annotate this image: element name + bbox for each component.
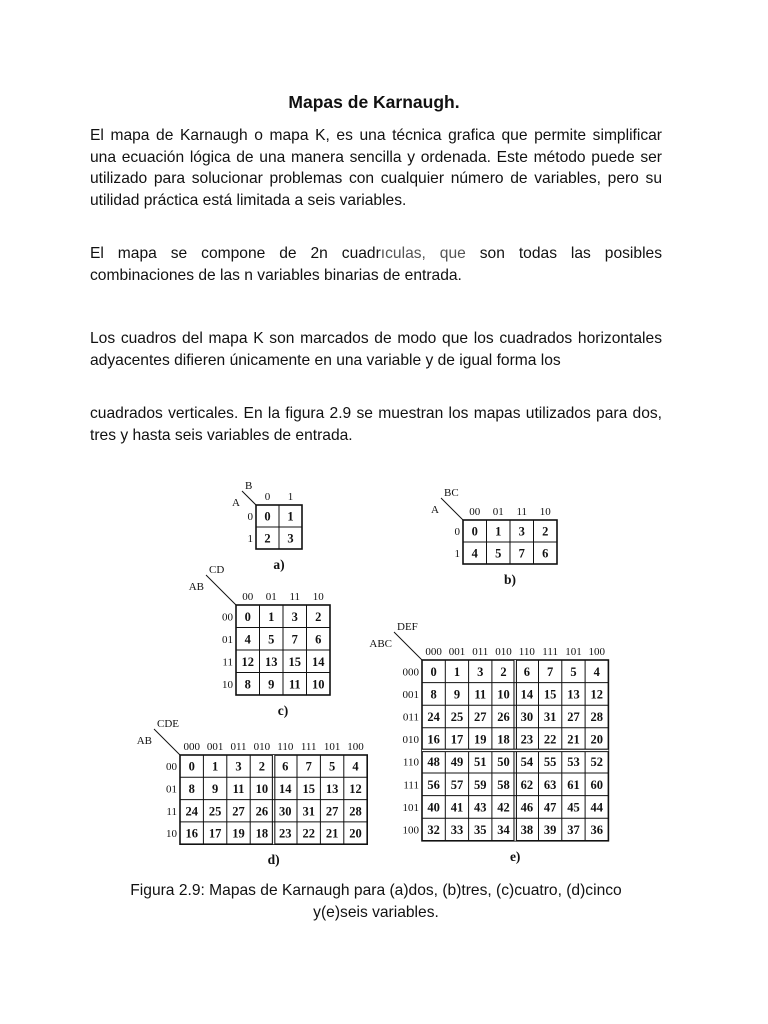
kmap-e-cell: 51 [474, 755, 487, 770]
kmap-e-cell: 10 [497, 687, 510, 702]
kmap-e-cell: 45 [567, 800, 580, 815]
kmap-d-cell: 3 [235, 759, 242, 774]
kmap-e-cell: 6 [523, 664, 530, 679]
paragraph-composition-part3: son todas las posibles combinaciones de las n variables binarias de entrada. [90, 245, 663, 284]
kmap-d-column-header: 000 [183, 741, 200, 753]
kmap-d-cell: 14 [279, 781, 292, 796]
kmap-c-cell: 4 [244, 632, 251, 647]
kmap-c-label: c) [277, 703, 289, 718]
kmap-d-label: d) [267, 852, 280, 868]
kmap-a-column-header: 1 [287, 491, 294, 503]
kmap-e-cell: 14 [520, 687, 534, 702]
kmap-e-cell: 18 [497, 732, 510, 747]
kmap-e-cell: 16 [427, 732, 440, 747]
kmap-e-row-header: 101 [402, 801, 419, 814]
kmap-d-cell: 30 [279, 804, 292, 819]
kmap-e-cell: 31 [543, 710, 557, 724]
kmap-e-cell: 25 [450, 710, 464, 724]
kmap-e-cell: 46 [520, 800, 534, 815]
kmap-e-cell: 32 [427, 823, 440, 837]
kmap-c-row-variable: AB [188, 581, 204, 593]
kmap-d-cell: 27 [325, 804, 339, 819]
kmap-e-cell: 36 [590, 823, 603, 837]
kmap-e-cell: 56 [427, 777, 440, 792]
kmap-e-cell: 12 [590, 687, 603, 702]
kmap-c-cell: 13 [265, 654, 278, 669]
kmap-b-label: b) [503, 572, 517, 587]
kmap-e-cell: 27 [474, 710, 487, 724]
kmap-e-cell: 38 [520, 823, 534, 837]
kmap-b-row-variable: A [431, 504, 439, 516]
kmap-d-cell: 18 [255, 826, 269, 841]
kmap-e-cell: 4 [593, 664, 600, 679]
kmap-e-cell: 11 [474, 687, 487, 702]
kmap-d-cell: 1 [211, 759, 219, 774]
kmap-c-cell: 3 [291, 609, 298, 624]
kmap-d-cell: 25 [208, 804, 222, 819]
kmap-d-cell: 4 [352, 759, 359, 774]
kmap-d-cell: 6 [282, 759, 289, 774]
figure-caption [60, 880, 692, 923]
kmap-e-cell: 5 [570, 664, 577, 679]
kmap-e-row-header: 000 [402, 666, 419, 679]
figure-caption-line1: Figura 2.9: Mapas de Karnaugh para (a)dos, (b)tres, (c)cuatro, (d)cinco [130, 882, 622, 899]
kmap-e-cell: 62 [520, 777, 534, 792]
kmap-e-cell: 43 [474, 800, 487, 815]
kmap-c-column-header: 11 [289, 591, 301, 603]
kmap-a-corner-diagonal [242, 491, 256, 505]
kmap-e-cell: 42 [497, 800, 510, 815]
kmap-e-cell: 49 [450, 755, 464, 770]
kmap-a-row-variable: A [232, 497, 240, 509]
kmap-d-cell: 13 [325, 781, 339, 796]
paragraph-intro: El mapa de Karnaugh o mapa K, es una técnica grafica que permite simplificar una ecuación lógica de una manera sencilla y ordenada. Este método puede ser utilizado para solucionar problemas con cualquier número de variables, pero su utilidad práctica está limitada a seis variables. [90, 127, 662, 209]
kmap-e-cell: 27 [567, 710, 580, 724]
kmap-b-column-header: 00 [469, 506, 481, 518]
kmap-c-cell: 12 [241, 654, 254, 669]
kmap-b-cell: 1 [495, 524, 502, 539]
kmap-d-row-header: 10 [166, 828, 177, 841]
kmap-e-cell: 41 [450, 800, 464, 815]
kmap-e-cell: 52 [590, 755, 603, 770]
kmap-e-cell: 13 [567, 687, 580, 702]
kmap-e-row-variable: ABC [369, 638, 392, 650]
kmap-d-cell: 8 [188, 781, 195, 796]
paragraph-composition-part2: ıculas, que [380, 245, 466, 262]
kmap-c-cell: 11 [288, 677, 301, 692]
kmap-e-cell: 9 [453, 687, 461, 702]
kmap-e-cell: 30 [520, 710, 534, 724]
kmap-b-column-header: 11 [516, 506, 528, 518]
kmap-b-column-variable: BC [444, 487, 459, 499]
kmap-e-corner-diagonal [394, 632, 422, 660]
kmap-d-cell: 11 [232, 781, 245, 796]
kmap-d-cell: 15 [302, 781, 315, 796]
kmap-e-cell: 58 [497, 777, 510, 792]
kmap-e-cell: 39 [543, 823, 557, 837]
kmap-e-label: e) [509, 848, 521, 864]
kmap-e-cell: 55 [543, 755, 557, 770]
kmap-d-cell: 2 [258, 759, 266, 774]
paragraph-vertical: cuadrados verticales. En la figura 2.9 se muestran los mapas utilizados para dos, tres y hasta seis variables de entrada. [90, 405, 662, 444]
kmap-e-cell: 26 [497, 710, 510, 724]
kmap-c-cell: 7 [291, 632, 298, 647]
kmap-b-cell: 4 [471, 546, 478, 561]
kmap-e-row-header: 100 [402, 824, 419, 837]
kmap-e-cell: 40 [427, 800, 440, 815]
kmap-a-cell: 2 [264, 531, 271, 546]
kmap-e-cell: 23 [520, 732, 534, 747]
kmap-d-cell: 31 [302, 804, 315, 819]
kmap-d-column-header: 001 [206, 741, 224, 753]
kmap-d-cell: 9 [211, 781, 219, 796]
kmap-b-row-header: 0 [454, 526, 460, 538]
kmap-c-column-header: 10 [312, 591, 324, 603]
kmap-d-cell: 24 [185, 804, 198, 819]
kmap-e-cell: 53 [567, 755, 580, 770]
kmap-e-cell: 37 [567, 823, 580, 837]
kmap-c-cell: 9 [268, 677, 275, 692]
kmap-c-cell: 5 [268, 632, 275, 647]
kmap-c-cell: 1 [268, 609, 275, 624]
kmap-c-cell: 14 [312, 654, 325, 669]
kmap-b-cell: 2 [542, 524, 549, 539]
kmap-d-row-header: 00 [166, 761, 177, 774]
kmap-d-cell: 0 [188, 759, 195, 774]
kmap-d-cell: 21 [325, 826, 339, 841]
kmap-d-cell: 26 [255, 804, 269, 819]
kmap-b-cell: 6 [542, 546, 549, 561]
kmap-b-cell: 5 [495, 546, 502, 561]
kmap-e-cell: 15 [543, 687, 557, 702]
kmap-d-column-variable: CDE [157, 718, 179, 730]
kmap-e-cell: 22 [543, 732, 557, 747]
kmap-c-cell: 15 [288, 654, 301, 669]
kmap-c-cell: 2 [315, 609, 322, 624]
figure-caption-line2: y(e)seis variables. [313, 903, 439, 921]
kmap-c-cell: 10 [312, 677, 325, 692]
kmap-e-row-header: 010 [402, 734, 419, 747]
kmap-e-cell: 33 [450, 823, 464, 837]
paragraph-marking: Los cuadros del mapa K son marcados de modo que los cuadrados horizontales adyacentes difieren únicamente en una variable y de igual forma los [90, 330, 662, 369]
kmap-d-cell: 20 [349, 826, 362, 841]
kmap-c-cell: 0 [244, 609, 251, 624]
kmap-a-label: a) [273, 557, 285, 572]
kmap-c-row-header: 01 [222, 633, 233, 646]
kmap-d-cell: 28 [349, 804, 362, 819]
kmap-e-cell: 7 [547, 664, 554, 679]
kmap-d-column-header: 100 [347, 741, 364, 753]
kmap-d-cell: 17 [208, 826, 222, 841]
kmap-a-row-header: 0 [247, 511, 253, 523]
kmap-c-row-header: 10 [222, 678, 233, 691]
kmap-d-row-header: 11 [166, 805, 177, 818]
kmap-b-cell: 0 [471, 524, 478, 539]
kmap-e-cell: 35 [474, 823, 487, 837]
kmap-e-cell: 20 [590, 732, 603, 747]
kmap-c-column-header: 00 [242, 591, 254, 603]
kmap-e-column-header: 100 [588, 646, 605, 658]
kmap-e-cell: 3 [477, 664, 484, 679]
kmap-c-cell: 8 [244, 677, 251, 692]
kmap-a-column-header: 0 [264, 491, 271, 503]
kmap-e-cell: 0 [430, 664, 437, 679]
kmap-b-column-header: 01 [492, 506, 504, 518]
kmap-e-cell: 60 [590, 777, 603, 792]
kmap-e-column-header: 001 [448, 646, 466, 658]
kmap-e-cell: 28 [590, 710, 603, 724]
kmap-d-column-header: 010 [253, 741, 271, 753]
kmap-e-cell: 19 [474, 732, 487, 747]
kmap-c-row-header: 11 [222, 656, 233, 669]
kmap-e-cell: 54 [520, 755, 534, 770]
kmap-d-row-header: 01 [166, 783, 177, 796]
kmap-e-cell: 48 [427, 755, 440, 770]
kmap-e-cell: 24 [427, 710, 440, 724]
kmap-e-column-header: 110 [518, 646, 535, 658]
kmap-d-cell: 19 [232, 826, 245, 841]
kmap-e-column-header: 011 [472, 646, 489, 658]
kmap-e-cell: 17 [450, 732, 464, 747]
kmap-e-cell: 57 [450, 777, 464, 792]
kmap-a-column-variable: B [245, 480, 253, 492]
kmap-e-row-header: 011 [402, 711, 419, 724]
kmap-d-row-variable: AB [136, 735, 152, 747]
kmap-a-cell: 3 [287, 531, 294, 546]
kmap-b-cell: 3 [518, 524, 525, 539]
kmap-e-cell: 21 [567, 732, 580, 747]
kmap-e-cell: 63 [543, 777, 557, 792]
kmap-b-row-header: 1 [454, 548, 460, 560]
kmap-e-column-header: 010 [495, 646, 512, 658]
kmap-d-cell: 27 [232, 804, 245, 819]
kmap-c-corner-diagonal [206, 575, 236, 605]
kmap-c-column-variable: CD [209, 564, 225, 576]
kmap-d-cell: 23 [279, 826, 292, 841]
kmap-e-row-header: 111 [403, 779, 419, 792]
kmap-d-corner-diagonal [154, 729, 180, 755]
kmap-e-cell: 34 [497, 823, 510, 837]
kmap-e-cell: 61 [567, 777, 580, 792]
page-title: Mapas de Karnaugh. [288, 92, 460, 112]
kmap-d-column-header: 011 [230, 741, 247, 753]
kmap-e-cell: 59 [474, 777, 487, 792]
kmap-e-column-header: 111 [542, 646, 558, 658]
kmap-e-cell: 44 [590, 800, 603, 815]
kmap-c-row-header: 00 [222, 611, 233, 624]
kmap-d-cell: 10 [255, 781, 269, 796]
kmap-d-column-header: 110 [277, 741, 294, 753]
kmap-d-column-header: 101 [323, 741, 341, 753]
kmap-e-row-header: 110 [402, 756, 419, 769]
kmap-e-column-header: 101 [565, 646, 582, 658]
kmap-d-cell: 12 [349, 781, 362, 796]
paragraph-composition-part1: El mapa se compone de 2n cuadr [90, 245, 381, 262]
kmap-c-column-header: 01 [265, 591, 277, 603]
kmap-c-cell: 6 [315, 632, 322, 647]
kmap-e-cell: 50 [497, 755, 510, 770]
kmap-e-row-header: 001 [402, 688, 419, 701]
kmap-d-cell: 7 [305, 759, 312, 774]
kmap-e-column-header: 000 [425, 646, 442, 658]
kmap-e-column-variable: DEF [397, 621, 418, 633]
kmap-b-cell: 7 [518, 546, 525, 561]
kmap-e-cell: 8 [430, 687, 437, 702]
kmap-d-column-header: 111 [300, 741, 317, 753]
kmap-a-row-header: 1 [247, 533, 253, 545]
kmap-d-cell: 5 [328, 759, 336, 774]
kmap-d-cell: 22 [302, 826, 315, 841]
kmap-e-cell: 1 [453, 664, 461, 679]
kmap-d-cell: 16 [185, 826, 198, 841]
kmap-a-cell: 1 [287, 509, 294, 524]
kmap-b-column-header: 10 [539, 506, 551, 518]
kmap-a-cell: 0 [264, 509, 271, 524]
kmap-e-cell: 2 [500, 664, 507, 679]
kmap-b-corner-diagonal [441, 498, 463, 520]
kmap-e-cell: 47 [543, 800, 557, 815]
